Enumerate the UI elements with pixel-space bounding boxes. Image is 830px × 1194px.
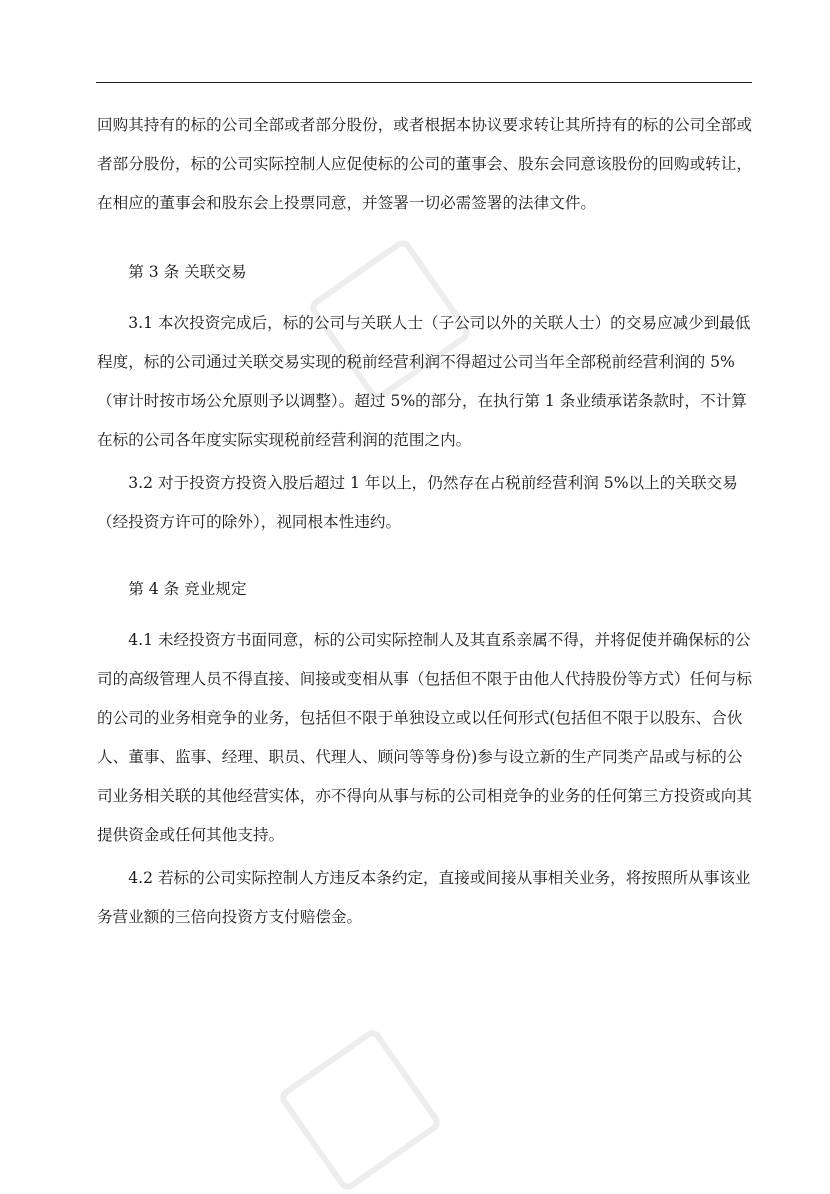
paragraph-continuation: 回购其持有的标的公司全部或者部分股份，或者根据本协议要求转让其所持有的标的公司全部或者部分股份，标的公司实际控制人应促使标的公司的董事会、股东会同意该股份的回购或转让，在相应的董事会和股东会上投票同意，并签署一切必需签署的法律文件。 [97,116,752,212]
clause-3-2: 3.2 对于投资方投资入股后超过 1 年以上，仍然存在占税前经营利润 5%以上的关联交易（经投资方许可的除外），视同根本性违约。 [97,474,738,531]
clause-4-2: 4.2 若标的公司实际控制人方违反本条约定，直接或间接从事相关业务，将按照所从事该业务营业额的三倍向投资方支付赔偿金。 [97,869,751,926]
header-rule [96,82,752,83]
document-body [97,106,757,937]
watermark-logo [276,1026,443,1193]
clause-4-1: 4.1 未经投资方书面同意，标的公司实际控制人及其直系亲属不得，并将促使并确保标的公司的高级管理人员不得直接、间接或变相从事（包括但不限于由他人代持股份等方式）任何与标的公司的业务相竞争的业务，包括但不限于单独设立或以任何形式(包括但不限于以股东、合伙人、董事、监事、经理、职员、代理人、顾问等等身份)参与设立新的生产同类产品或与标的公司业务相关联的其他经营实体，亦不得向从事与标的公司相竞争的业务的任何第三方投资或向其提供资金或任何其他支持。 [97,631,752,844]
section-heading-4: 第 4 条 竞业规定 [128,580,247,598]
clause-3-1: 3.1 本次投资完成后，标的公司与关联人士（子公司以外的关联人士）的交易应减少到最低程度，标的公司通过关联交易实现的税前经营利润不得超过公司当年全部税前经营利润的 5%（审计时按市场公允原则予以调整）。超过 5%的部分，在执行第 1 条业绩承诺条款时，不计算在标的公司各年度实际实现税前经营利润的范围之内。 [97,314,751,449]
section-heading-3: 第 3 条 关联交易 [128,263,247,281]
